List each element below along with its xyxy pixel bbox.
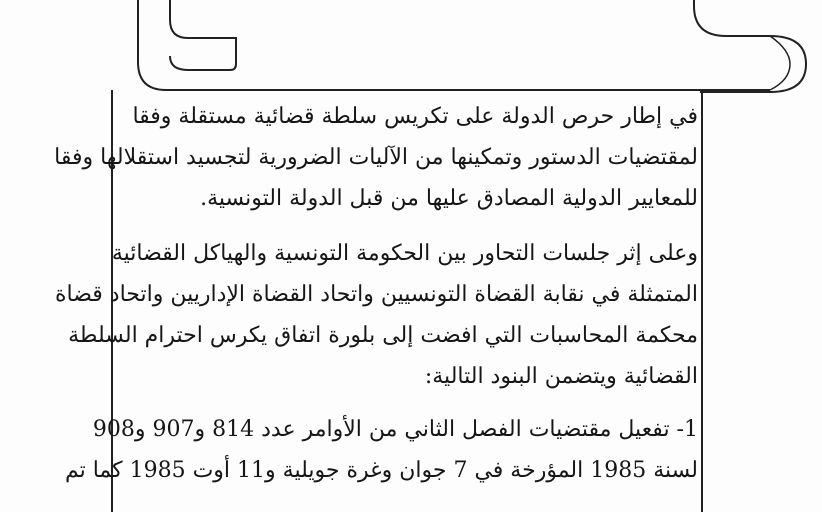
scroll-roll-right [694, 0, 806, 92]
text-line: محكمة المحاسبات التي افضت إلى بلورة اتفاق يكرس احترام السلطة [68, 323, 698, 348]
scroll-banner-outline [138, 0, 770, 90]
text-line: 1- تفعيل مقتضيات الفصل الثاني من الأوامر عدد 814 و907 و908 [92, 417, 698, 442]
scroll-roll-inner [770, 36, 790, 90]
paragraph-intro [54, 96, 698, 219]
text-line: المتمثلة في نقابة القضاة التونسيين واتحاد القضاة الإداريين واتحاد قضاة [54, 282, 698, 307]
text-line: القضائية ويتضمن البنود التالية: [424, 364, 698, 389]
text-line: وعلى إثر جلسات التحاور بين الحكومة التونسية والهياكل القضائية [111, 241, 698, 266]
text-line: لسنة 1985 المؤرخة في 7 جوان وغرة جويلية و11 أوت 1985 كما تم [64, 458, 698, 483]
text-line: لمقتضيات الدستور وتمكينها من الآليات الضرورية لتجسيد استقلالها وفقا [54, 145, 698, 170]
text-line: للمعايير الدولية المصادق عليها من قبل الدولة التونسية. [200, 186, 698, 211]
document-body [54, 96, 698, 512]
text-line: في إطار حرص الدولة على تكريس سلطة قضائية مستقلة وفقا [132, 104, 698, 129]
scroll-curl-left [170, 0, 236, 70]
paragraph-item-1 [64, 409, 698, 491]
paragraph-dialogue [54, 233, 698, 397]
